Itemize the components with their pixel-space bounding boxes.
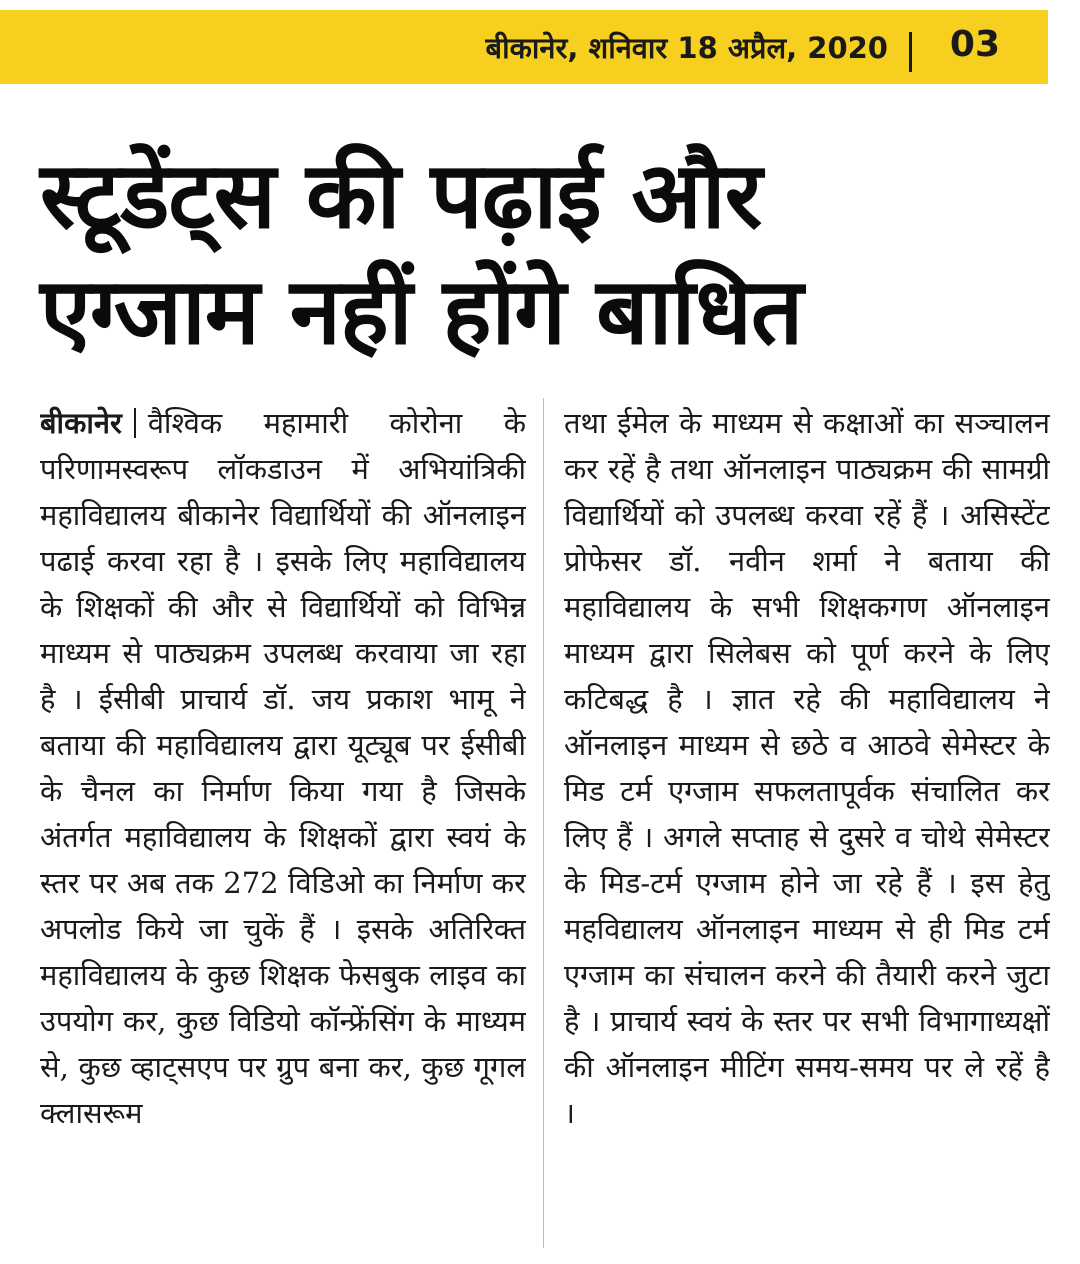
column-1-text: वैश्विक महामारी कोरोना के परिणामस्वरूप लॉकडाउन में अभियांत्रिकी महाविद्यालय बीकानेर विद्यार्थियों की ऑनलाइन पढाई करवा रहा है । इसके लिए महाविद्यालय के शिक्षकों की और से विद्यार्थियों को विभिन्न माध्यम से पाठ्यक्रम उपलब्ध करवाया जा रहा है । ईसीबी प्राचार्य डॉ. जय प्रकाश भामू ने बताया की महाविद्यालय द्वारा यूट्यूब पर ईसीबी के चैनल का निर्माण किया गया है जिसके अंतर्गत महाविद्यालय के शिक्षकों द्वारा स्वयं के स्तर पर अब तक 272 विडिओ का निर्माण कर अपलोड किये जा चुकें हैं । इसके अतिरिक्त महाविद्यालय के कुछ शिक्षक फेसबुक लाइव का उपयोग कर, कुछ विडियो कॉन्फ्रेंसिंग के माध्यम से, कुछ व्हाट्सएप पर ग्रुप बना कर, कुछ गूगल क्लासरूम (40, 406, 526, 1130)
headline-line-1: स्टूडेंट्स की पढ़ाई और (40, 142, 762, 249)
article-column-2 (564, 400, 1050, 1260)
header-separator (909, 32, 912, 72)
column-divider (543, 398, 544, 1248)
headline-line-2: एग्जाम नहीं होंगे बाधित (40, 258, 803, 365)
dateline-place: बीकानेर (40, 406, 122, 440)
dateline: बीकानेर, शनिवार 18 अप्रैल, 2020 (485, 31, 888, 65)
column-2-text: तथा ईमेल के माध्यम से कक्षाओं का सञ्चालन कर रहें है तथा ऑनलाइन पाठ्यक्रम की सामग्री विद्यार्थियों को उपलब्ध करवा रहें हैं । असिस्टेंट प्रोफेसर डॉ. नवीन शर्मा ने बताया की महाविद्यालय के सभी शिक्षकगण ऑनलाइन माध्यम द्वारा सिलेबस को पूर्ण करने के लिए कटिबद्ध है । ज्ञात रहे की महाविद्यालय ने ऑनलाइन माध्यम से छठे व आठवे सेमेस्टर के मिड टर्म एग्जाम सफलतापूर्वक संचालित कर लिए हैं । अगले सप्ताह से दुसरे व चोथे सेमेस्टर के मिड-टर्म एग्जाम होने जा रहे हैं । इस हेतु महविद्यालय ऑनलाइन माध्यम से ही मिड टर्म एग्जाम का संचालन करने की तैयारी करने जुटा है । प्राचार्य स्वयं के स्तर पर सभी विभागाध्यक्षों की ऑनलाइन मीटिंग समय-समय पर ले रहें है । (564, 406, 1050, 1130)
place-separator (134, 408, 136, 438)
page-number: 03 (949, 24, 1000, 65)
article-column-1 (40, 400, 526, 1260)
page-header-band (0, 10, 1048, 84)
headline (40, 138, 1040, 370)
